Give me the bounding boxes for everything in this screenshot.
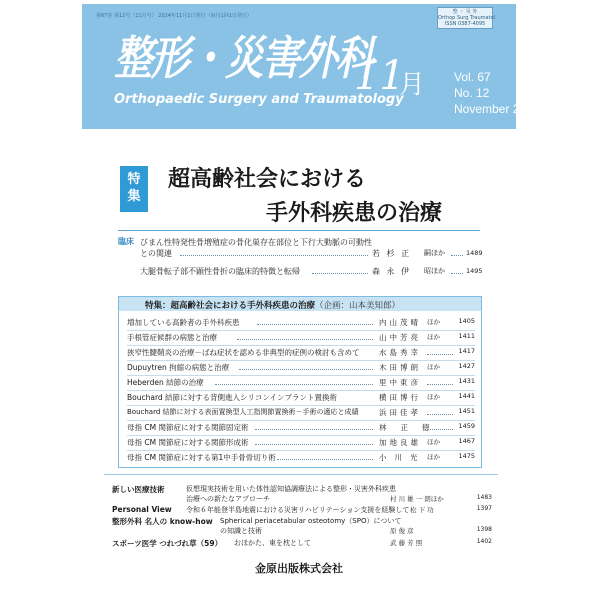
leader	[427, 414, 453, 415]
toc-row-title: 母指 CM 関節症に対する関節形成術	[127, 438, 249, 447]
clinical-suffix-2: 昭ほか	[424, 267, 445, 275]
toc-planner: （企画：山本美知郎）	[315, 301, 401, 311]
issue-date: November 2024	[454, 102, 540, 116]
article-page: 1398	[476, 526, 492, 533]
row-rule	[127, 345, 475, 346]
publication-info: 第67巻 第12号（11月号） 2024年11月1日発行（毎月1回1日発行）	[96, 13, 252, 19]
issue-number: No. 12	[454, 86, 490, 100]
toc-row-title: 狭窄性腱鞘炎の治療－ばね症状を認める非典型的症例の検討も含めて	[127, 348, 360, 357]
divider	[118, 230, 480, 231]
leader	[257, 324, 373, 325]
clinical-title-1: びまん性特発性骨増殖症の骨化巣存在部位と下行大動脈の可動性	[140, 238, 372, 247]
article-author: 松 下 功	[410, 506, 434, 514]
article-page: 1483	[476, 494, 492, 501]
toc-row-author: 小川光	[379, 453, 426, 462]
issue-month-number: 11	[354, 53, 405, 99]
toc-row-title: Bouchard 結節に対する背側進入シリコンインプラント置換術	[127, 393, 338, 402]
issn: ISSN 0387-4095	[444, 21, 486, 27]
row-rule	[127, 405, 475, 406]
article-title: おほかた、東を枕として	[234, 539, 311, 547]
toc-row-author: 木田博朗	[379, 363, 421, 372]
toc-row-suffix: ほか	[427, 318, 440, 326]
article-row[interactable]	[112, 505, 492, 516]
toc-row-page: 1459	[458, 422, 475, 430]
clinical-page-2: 1495	[466, 267, 483, 275]
row-rule	[127, 420, 475, 421]
leader	[451, 273, 463, 274]
toc-row-suffix: ほか	[427, 363, 440, 371]
journal-abbrev-en: Orthop Surg Traumatol	[438, 15, 495, 21]
toc-row[interactable]	[127, 377, 475, 388]
journal-code-box	[437, 7, 493, 29]
article-author: 原 俊 彦	[390, 527, 414, 535]
toc-row[interactable]	[127, 317, 475, 328]
leader	[239, 369, 373, 370]
feature-toc	[118, 296, 482, 468]
toc-row-suffix: ほか	[427, 438, 440, 446]
journal-abbrev: 整 ・ 災 外	[452, 9, 478, 15]
toc-row-suffix: ほか	[427, 393, 440, 401]
clinical-page-1: 1489	[466, 249, 483, 257]
article-category: 整形外科 名人の know-how	[112, 517, 213, 526]
feature-tag	[120, 166, 148, 212]
leader	[277, 459, 373, 460]
row-rule	[127, 330, 475, 331]
toc-row-page: 1451	[458, 407, 475, 415]
toc-row[interactable]	[127, 362, 475, 373]
article-category: 新しい医療技術	[112, 485, 165, 494]
toc-row-page: 1441	[458, 392, 475, 400]
feature-title-line-1: 超高齢社会における	[168, 167, 367, 192]
article-category: スポーツ医学 つれづれ草（59）	[112, 539, 223, 548]
leader	[427, 429, 453, 430]
article-row-cont	[112, 494, 492, 505]
leader	[180, 255, 368, 256]
toc-row-title: 増加している高齢者の手外科疾患	[127, 318, 240, 327]
toc-row-page: 1427	[458, 362, 475, 370]
article-title: 仮想現実技術を用いた体性認知協調療法による整形・災害外科疾患	[186, 485, 396, 493]
article-row-cont	[112, 526, 492, 537]
article-title-cont: の知識と技術	[220, 527, 262, 535]
toc-row[interactable]	[127, 392, 475, 403]
toc-row[interactable]	[127, 437, 475, 448]
toc-heading-bar	[119, 297, 481, 311]
journal-title-en: Orthopaedic Surgery and Traumatology	[114, 92, 404, 107]
clinical-suffix-1: 嗣ほか	[424, 249, 445, 257]
journal-cover	[82, 4, 540, 596]
toc-row-author: 内山茂晴	[379, 318, 421, 327]
article-author: 武 藤 芳 照	[390, 539, 423, 547]
toc-row-title: Dupuytren 拘縮の病態と治療	[127, 363, 230, 372]
article-category: Personal View	[112, 505, 172, 514]
clinical-title-1-cont: との関連	[140, 249, 172, 258]
volume: Vol. 67	[454, 70, 491, 84]
leader	[237, 339, 373, 340]
toc-row[interactable]	[127, 347, 475, 358]
clinical-author-1: 若 杉 正	[372, 249, 412, 258]
article-row[interactable]	[112, 538, 492, 549]
article-author: 村 川 雄 一 朗ほか	[390, 495, 444, 503]
toc-row-page: 1431	[458, 377, 475, 385]
toc-heading-title: 特集：超高齢社会における手外科疾患の治療	[145, 301, 316, 311]
leader	[255, 429, 373, 430]
toc-row-title: Heberden 結節の治療	[127, 378, 204, 387]
clinical-author-2: 森 永 伊	[372, 267, 412, 276]
publisher: 金原出版株式会社	[255, 562, 343, 575]
row-rule	[127, 375, 475, 376]
leader	[427, 384, 453, 385]
toc-row[interactable]	[127, 332, 475, 343]
toc-row-page: 1417	[458, 347, 475, 355]
article-title: 令和６年能登半島地震における災害リハビリテーション支援を経験して	[186, 506, 410, 514]
leader	[427, 354, 453, 355]
article-page: 1397	[476, 505, 492, 512]
feature-tag-1: 特	[127, 172, 141, 187]
issue-month-kanji: 月	[399, 70, 426, 100]
toc-row-author: 浜田佳孝	[379, 408, 421, 417]
toc-row-title: 母指 CM 関節症に対する関節固定術	[127, 423, 249, 432]
clinical-tag: 臨床	[118, 237, 134, 246]
toc-row[interactable]	[127, 407, 475, 418]
toc-row-author: 横田博行	[379, 393, 421, 402]
toc-row-author: 里中東彦	[379, 378, 421, 387]
feature-title-line-2: 手外科疾患の治療	[266, 201, 443, 226]
toc-row-title: 母指 CM 関節症に対する第1中手骨骨切り術	[127, 453, 276, 462]
divider	[104, 474, 498, 475]
toc-row-author: 山中芳亮	[379, 333, 421, 342]
toc-row-page: 1475	[458, 452, 475, 460]
toc-row-title: 手根管症候群の病態と治療	[127, 333, 217, 342]
toc-row[interactable]	[127, 422, 475, 433]
row-rule	[127, 450, 475, 451]
toc-row-page: 1411	[458, 332, 475, 340]
article-page: 1402	[476, 538, 492, 545]
toc-row-suffix: ほか	[427, 333, 440, 341]
toc-row-author: 林正徳	[379, 423, 444, 432]
toc-row-page: 1405	[458, 317, 475, 325]
toc-heading	[145, 299, 400, 311]
leader	[451, 255, 463, 256]
toc-row-author: 加地良雄	[379, 438, 421, 447]
article-title: Spherical periacetabular osteotomy（SPO）について	[220, 517, 402, 525]
toc-row-title: Bouchard 結節に対する表面置換型人工指関節置換術－手術の適応と成績	[127, 408, 359, 416]
row-rule	[127, 360, 475, 361]
row-rule	[127, 435, 475, 436]
leader	[255, 444, 373, 445]
toc-row[interactable]	[127, 452, 475, 463]
toc-row-suffix: ほか	[427, 453, 440, 461]
toc-row-author: 水島秀幸	[379, 348, 421, 357]
feature-tag-2: 集	[127, 189, 141, 204]
article-title-cont: 治療への新たなアプローチ	[186, 495, 270, 503]
leader	[312, 273, 368, 274]
toc-row-page: 1467	[458, 437, 475, 445]
journal-title: 整形・災害外科	[114, 31, 373, 85]
cover-header	[82, 4, 540, 129]
clinical-title-2: 大腿骨転子部不顕性骨折の臨床的特徴と転帰	[140, 267, 300, 276]
leader	[215, 384, 373, 385]
row-rule	[127, 390, 475, 391]
